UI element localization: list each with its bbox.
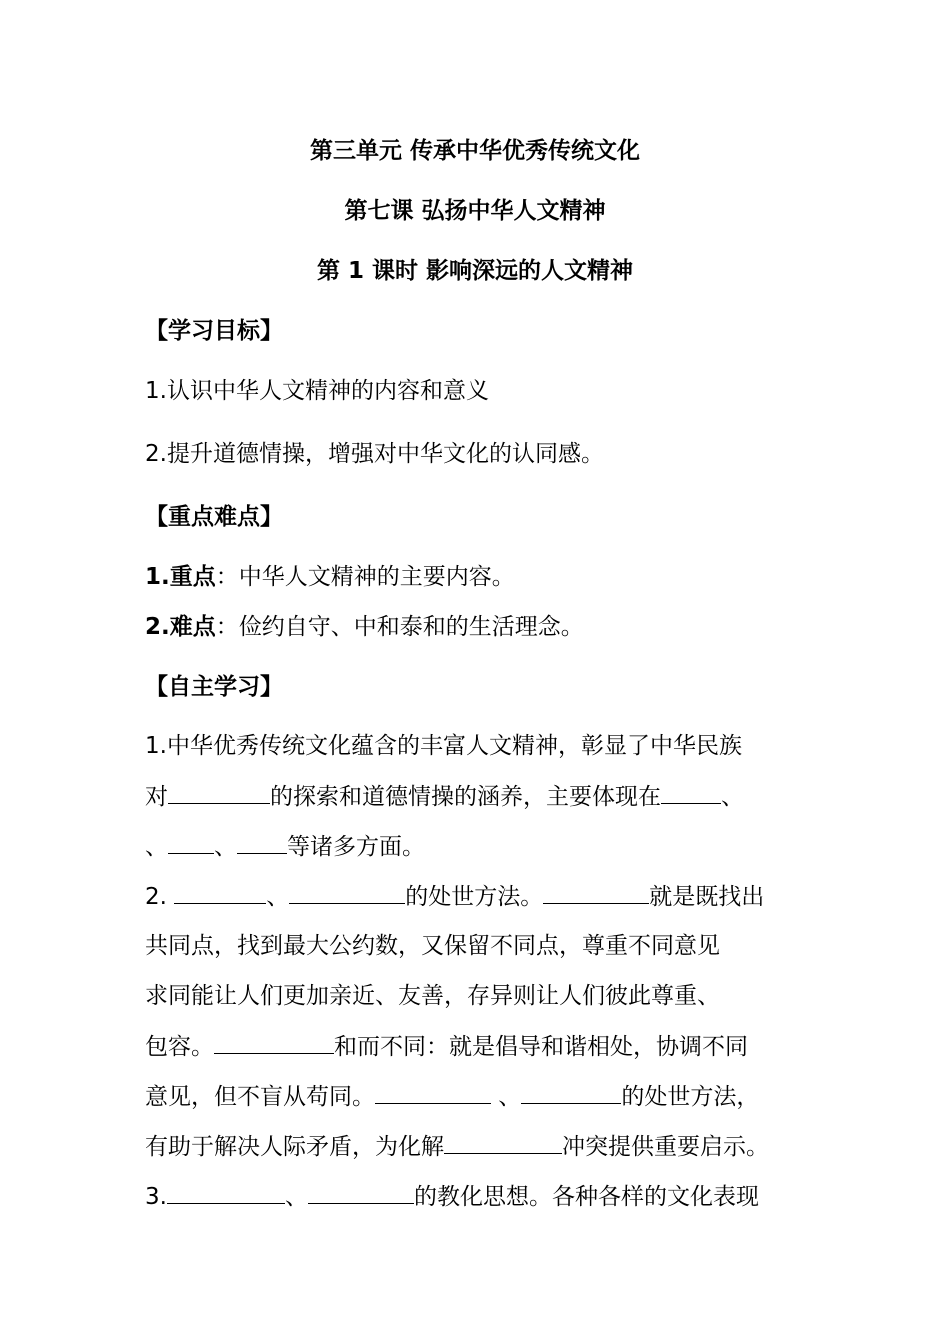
focus-point xyxy=(145,562,515,592)
text-fragment: 、 xyxy=(145,834,168,860)
difficulty-point xyxy=(145,612,584,642)
text-fragment: 和而不同：就是倡导和谐相处，协调不同 xyxy=(334,1034,748,1060)
text-fragment: 对 xyxy=(145,784,168,810)
self-study-heading: 【自主学习】 xyxy=(145,674,283,700)
fill-blank[interactable] xyxy=(521,1081,621,1104)
fill-blank[interactable] xyxy=(167,1181,285,1204)
text-fragment: 意见，但不盲从苟同。 xyxy=(145,1084,375,1110)
focus-text: ：中华人文精神的主要内容。 xyxy=(215,564,515,590)
fill-blank[interactable] xyxy=(214,1031,334,1054)
fill-blank[interactable] xyxy=(168,831,214,854)
text-fragment: 等诸多方面。 xyxy=(287,834,425,860)
question-2-line-2: 共同点，找到最大公约数，又保留不同点，尊重不同意见 xyxy=(145,933,720,959)
question-2-line-3: 求同能让人们更加亲近、友善，存异则让人们彼此尊重、 xyxy=(145,983,720,1009)
text-fragment: 、 xyxy=(266,884,290,910)
text-fragment: 、 xyxy=(214,834,237,860)
fill-blank[interactable] xyxy=(661,781,721,804)
fill-blank[interactable] xyxy=(289,881,405,904)
fill-blank[interactable] xyxy=(168,781,270,804)
key-points-heading: 【重点难点】 xyxy=(145,504,283,530)
difficulty-text: ：俭约自守、中和泰和的生活理念。 xyxy=(215,614,584,640)
question-2-line-6 xyxy=(145,1131,769,1162)
text-fragment: 的处世方法， xyxy=(621,1084,760,1110)
question-1-line-3 xyxy=(145,831,425,862)
question-2-line-5 xyxy=(145,1081,759,1112)
fill-blank[interactable] xyxy=(237,831,287,854)
question-2-line-4 xyxy=(145,1031,748,1062)
fill-blank[interactable] xyxy=(308,1181,414,1204)
question-3-line-1 xyxy=(145,1181,759,1212)
question-1-line-2 xyxy=(145,781,744,812)
question-2-line-1 xyxy=(145,881,764,912)
objectives-heading: 【学习目标】 xyxy=(145,318,283,344)
text-fragment: 的处世方法。 xyxy=(405,884,544,910)
text-fragment: 、 xyxy=(491,1084,522,1110)
fill-blank[interactable] xyxy=(444,1131,562,1154)
period-title: 第 1 课时 影响深远的人文精神 xyxy=(316,258,634,284)
objective-item-1: 1.认识中华人文精神的内容和意义 xyxy=(145,378,489,404)
text-fragment: 、 xyxy=(284,1184,308,1210)
fill-blank[interactable] xyxy=(375,1081,491,1104)
text-fragment: 3. xyxy=(145,1184,167,1210)
unit-title: 第三单元 传承中华优秀传统文化 xyxy=(309,138,640,164)
text-fragment: 的探索和道德情操的涵养，主要体现在 xyxy=(270,784,661,810)
text-fragment: 包容。 xyxy=(145,1034,214,1060)
focus-label: 1.重点 xyxy=(145,564,216,590)
fill-blank[interactable] xyxy=(543,881,649,904)
text-fragment: 冲突提供重要启示。 xyxy=(562,1134,769,1160)
difficulty-label: 2.难点 xyxy=(145,614,216,640)
objective-item-2: 2.提升道德情操，增强对中华文化的认同感。 xyxy=(145,441,604,467)
question-1-line-1: 1.中华优秀传统文化蕴含的丰富人文精神，彰显了中华民族 xyxy=(145,733,742,759)
text-fragment: 2. xyxy=(145,884,175,910)
lesson-title: 第七课 弘扬中华人文精神 xyxy=(344,198,606,224)
text-fragment: 就是既找出 xyxy=(649,884,765,910)
text-fragment: 、 xyxy=(721,784,744,810)
text-fragment: 有助于解决人际矛盾，为化解 xyxy=(145,1134,444,1160)
text-fragment: 的教化思想。各种各样的文化表现 xyxy=(413,1184,759,1210)
fill-blank[interactable] xyxy=(174,881,266,904)
